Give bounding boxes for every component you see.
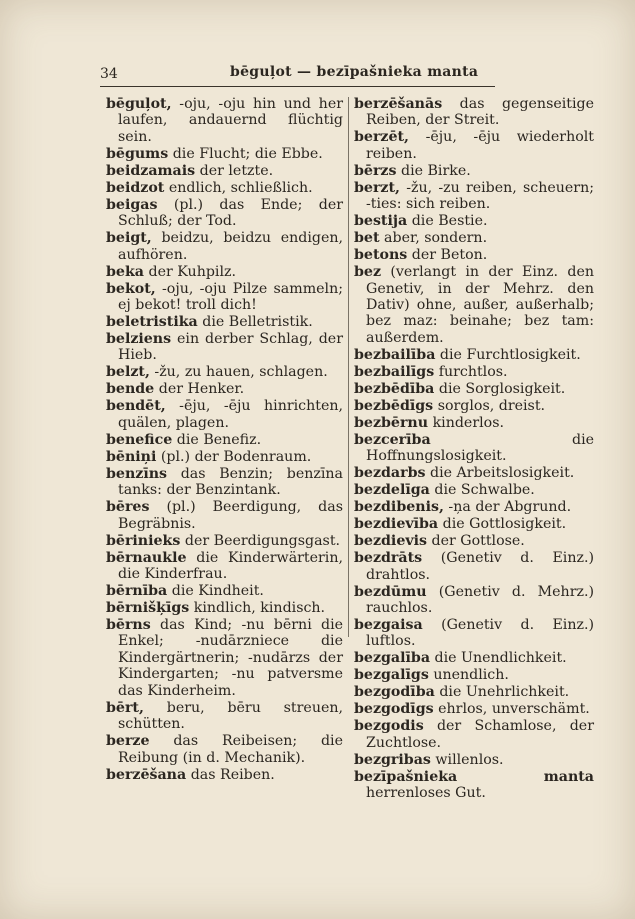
dictionary-entry xyxy=(106,364,343,380)
definition: die Kindheit. xyxy=(171,583,264,600)
definition: der Henker. xyxy=(158,381,245,398)
headword: bērzs xyxy=(354,162,397,179)
definition: -žu, -zu reiben, scheuern; -ties: sich reiben. xyxy=(366,179,594,213)
headword: bende xyxy=(106,381,155,398)
headword: bet xyxy=(354,230,380,247)
headword: bēniņi xyxy=(106,448,157,465)
dictionary-entry xyxy=(106,499,343,532)
headword: bezbailīgs xyxy=(354,363,435,380)
definition: der Schamlose, der Zuchtlose. xyxy=(366,718,594,751)
headword: bezbērnu xyxy=(354,414,429,431)
dictionary-entry xyxy=(354,550,594,583)
headword: benzīns xyxy=(106,465,168,482)
definition: die Schwalbe. xyxy=(434,482,535,499)
definition: die Hoffnungslosigkeit. xyxy=(366,431,594,465)
dictionary-entry xyxy=(354,415,594,431)
dictionary-entry xyxy=(106,180,343,196)
headword: bērnišķīgs xyxy=(106,600,190,617)
headword: beidzot xyxy=(106,179,165,196)
definition: der Beerdigungsgast. xyxy=(184,532,341,549)
headword: berzt, xyxy=(354,179,400,196)
dictionary-entry xyxy=(354,718,594,751)
dictionary-entry xyxy=(106,700,343,733)
dictionary-entry xyxy=(354,482,594,498)
definition: endlich, schließlich. xyxy=(168,179,313,196)
headword: bēres xyxy=(106,499,150,516)
definition: willenlos. xyxy=(435,751,504,768)
definition: die Gottlosigkeit. xyxy=(442,516,567,533)
definition: der Kuhpilz. xyxy=(148,263,236,280)
dictionary-entry xyxy=(354,617,594,650)
dictionary-entry xyxy=(354,264,594,346)
headword: bezgalīgs xyxy=(354,667,429,684)
dictionary-entry xyxy=(354,432,594,465)
headword: bezgodība xyxy=(354,684,435,701)
dictionary-entry xyxy=(354,364,594,380)
definition: (Genetiv d. Einz.) drahtlos. xyxy=(366,550,595,583)
headword: beidzamais xyxy=(106,162,196,179)
dictionary-entry xyxy=(106,600,343,616)
headword: berzēšanās xyxy=(354,96,443,112)
dictionary-entry xyxy=(106,197,343,230)
definition: die Unendlichkeit. xyxy=(434,650,567,667)
definition: das Benzin; benzīna tanks: der Benzintank. xyxy=(118,465,343,499)
dictionary-entry xyxy=(106,733,343,766)
headword: benefice xyxy=(106,431,173,448)
dictionary-entry xyxy=(354,180,594,213)
headword: bendēt, xyxy=(106,398,166,415)
dictionary-entry xyxy=(106,146,343,162)
headword: bekot, xyxy=(106,280,156,297)
dictionary-entry xyxy=(106,163,343,179)
dictionary-entry xyxy=(354,398,594,414)
dictionary-entry xyxy=(354,247,594,263)
definition: herrenloses Gut. xyxy=(366,785,486,802)
headword: bērnība xyxy=(106,583,168,600)
definition: ein derber Schlag, der Hieb. xyxy=(118,331,343,364)
dictionary-entry xyxy=(106,449,343,465)
definition: die Benefiz. xyxy=(176,431,262,448)
headword: bestija xyxy=(354,213,408,230)
headword: bērt, xyxy=(106,699,144,716)
definition: das Reibeisen; die Reibung (in d. Mechanik). xyxy=(118,733,343,766)
headword: beka xyxy=(106,263,144,280)
headword: belzt, xyxy=(106,364,150,381)
definition: die Bestie. xyxy=(411,213,488,230)
headword: beigt, xyxy=(106,230,152,247)
headword: bezdievis xyxy=(354,533,427,550)
headword: berzēšana xyxy=(106,766,187,783)
dictionary-entry xyxy=(354,584,594,617)
dictionary-entry xyxy=(354,465,594,481)
dictionary-entry xyxy=(106,466,343,499)
headword: berzēt, xyxy=(354,129,409,146)
dictionary-entry xyxy=(106,230,343,263)
left-column xyxy=(106,96,343,784)
headword: bezdibenis, xyxy=(354,499,444,516)
headword: bezgaisa xyxy=(354,617,423,634)
dictionary-entry xyxy=(354,163,594,179)
headword: bezdarbs xyxy=(354,465,426,482)
definition: kinderlos. xyxy=(432,414,504,431)
headword: betons xyxy=(354,247,408,264)
definition: die Sorglosigkeit. xyxy=(438,380,566,397)
dictionary-entry xyxy=(354,667,594,683)
definition: der Gottlose. xyxy=(431,533,525,550)
headword: beletristika xyxy=(106,314,198,331)
dictionary-entry xyxy=(106,550,343,583)
definition: unendlich. xyxy=(433,667,509,684)
headword: bezbailība xyxy=(354,346,436,363)
definition: die Belletristik. xyxy=(202,314,313,331)
dictionary-entry xyxy=(106,533,343,549)
running-head: bēguļot — bezīpašnieka manta xyxy=(230,64,479,80)
dictionary-entry xyxy=(106,381,343,397)
definition: der Beton. xyxy=(411,247,488,264)
dictionary-entry xyxy=(106,314,343,330)
headword: bezgalība xyxy=(354,650,431,667)
headword: bēguļot, xyxy=(106,96,172,112)
dictionary-entry xyxy=(354,701,594,717)
definition: -ņa der Abgrund. xyxy=(448,499,572,516)
dictionary-entry xyxy=(354,230,594,246)
dictionary-entry xyxy=(106,767,343,783)
headword: bezgodis xyxy=(354,718,424,735)
dictionary-entry xyxy=(354,96,594,129)
definition: furchtlos. xyxy=(438,363,508,380)
headword: bezdelīga xyxy=(354,482,430,499)
headword: bērns xyxy=(106,617,151,634)
definition: (Genetiv d. Mehrz.) rauchlos. xyxy=(366,583,594,617)
dictionary-entry xyxy=(354,213,594,229)
definition: beru, bēru streuen, schütten. xyxy=(118,699,343,733)
definition: das Kind; -nu bērni die Enkel; -nudārzniece die Kindergärtnerin; -nudārzs der Kindergarten; -nu patversme das Kinderheim. xyxy=(118,617,344,699)
dictionary-entry xyxy=(106,264,343,280)
dictionary-entry xyxy=(106,331,343,364)
definition: (pl.) das Ende; der Schluß; der Tod. xyxy=(118,196,344,230)
definition: -žu, zu hauen, schlagen. xyxy=(154,364,328,381)
definition: die Furchtlosigkeit. xyxy=(439,346,581,363)
headword: bezīpašnieka manta xyxy=(354,768,594,785)
definition: ehrlos, unverschämt. xyxy=(438,701,590,718)
definition: beidzu, beidzu endigen, aufhören. xyxy=(118,230,343,263)
dictionary-entry xyxy=(354,499,594,515)
headword: bēgums xyxy=(106,145,169,162)
definition: (Genetiv d. Einz.) luftlos. xyxy=(366,617,594,650)
headword: belziens xyxy=(106,331,172,348)
headword: bezdievība xyxy=(354,516,439,533)
dictionary-entry xyxy=(354,684,594,700)
definition: die Flucht; die Ebbe. xyxy=(172,145,323,162)
definition: das Reiben. xyxy=(190,766,275,783)
dictionary-entry xyxy=(106,617,343,699)
headword: bez xyxy=(354,264,382,281)
definition: aber, sondern. xyxy=(384,230,488,247)
headword: bezgribas xyxy=(354,751,431,768)
definition: kindlich, kindisch. xyxy=(193,600,326,617)
headword: berze xyxy=(106,733,150,750)
definition: die Unehrlichkeit. xyxy=(439,684,570,701)
dictionary-entry xyxy=(354,650,594,666)
dictionary-entry xyxy=(106,583,343,599)
headword: bezcerība xyxy=(354,431,431,448)
definition: (pl.) der Bodenraum. xyxy=(160,448,312,465)
definition: die Arbeitslosigkeit. xyxy=(430,465,575,482)
dictionary-entry xyxy=(354,752,594,768)
page-number: 34 xyxy=(100,66,118,82)
headword: bezgodīgs xyxy=(354,701,434,718)
dictionary-entry xyxy=(354,533,594,549)
definition: -oju, -oju hin und her laufen, andauernd flüchtig sein. xyxy=(118,96,343,145)
definition: das gegenseitige Reiben, der Streit. xyxy=(366,96,594,129)
dictionary-entry xyxy=(354,516,594,532)
dictionary-entry xyxy=(354,129,594,162)
definition: (verlangt in der Einz. den Genetiv, in der Mehrz. den Dativ) ohne, außer, außerhalb; bez maz: beinahe; bez tam: außerdem. xyxy=(366,264,594,346)
definition: die Kinderwärterin, die Kinderfrau. xyxy=(118,549,343,583)
headword: beigas xyxy=(106,196,158,213)
definition: sorglos, dreist. xyxy=(437,397,546,414)
right-column xyxy=(354,96,594,802)
dictionary-entry xyxy=(106,96,343,145)
headword: bezbēdīgs xyxy=(354,397,434,414)
column-divider xyxy=(348,97,349,637)
definition: die Birke. xyxy=(400,162,471,179)
dictionary-entry xyxy=(106,432,343,448)
definition: der letzte. xyxy=(199,162,274,179)
headword: bērinieks xyxy=(106,532,181,549)
dictionary-entry xyxy=(354,347,594,363)
page-header xyxy=(100,64,495,87)
headword: bezdrāts xyxy=(354,550,423,567)
definition: -ēju, -ēju hinrichten, quälen, plagen. xyxy=(118,398,343,431)
headword: bērnaukle xyxy=(106,549,187,566)
dictionary-entry xyxy=(354,381,594,397)
definition: -ēju, -ēju wiederholt reiben. xyxy=(366,129,594,162)
headword: bezbēdība xyxy=(354,380,435,397)
definition: (pl.) Beerdigung, das Begräbnis. xyxy=(118,499,344,532)
dictionary-entry xyxy=(106,398,343,431)
headword: bezdūmu xyxy=(354,583,427,600)
dictionary-entry xyxy=(106,281,343,314)
definition: -oju, -oju Pilze sammeln; ej bekot! troll dich! xyxy=(118,280,343,314)
dictionary-entry xyxy=(354,769,594,802)
